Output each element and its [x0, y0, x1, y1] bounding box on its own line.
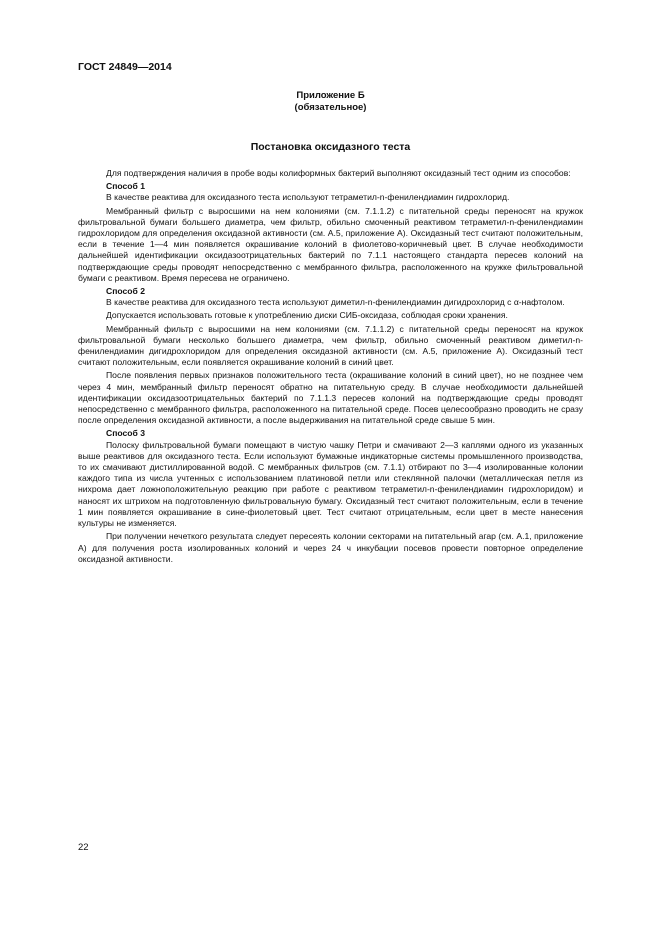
- intro-paragraph: Для подтверждения наличия в пробе воды колиформных бактерий выполняют оксидазный тест одним из способов:: [106, 168, 571, 178]
- document-title: Постановка оксидазного теста: [250, 141, 411, 153]
- method2-paragraph-3: Мембранный фильтр с выросшими на нем колониями (см. 7.1.1.2) с питательной среды переносят на кружок фильтровальной бумаги несколько большего диаметра, чем фильтр, обильно смоченный реактивом диметил-n-фенилендиамин дигидрохлоридом для определения оксидазной активности (см. А.5, приложение А). Оксидазный тест считают положительным, если появляется окрашивание колоний в синий цвет.: [78, 323, 583, 368]
- appendix-status: (обязательное): [294, 102, 367, 113]
- method3-paragraph-1: Полоску фильтровальной бумаги помещают в чистую чашку Петри и смачивают 2—3 каплями одного из указанных выше реактивов для оксидазного теста. Если используют бумажные индикаторные системы промышленного производства, то их смачивают дистиллированной водой. С мембранных фильтров (см. 7.1.1) отбирают по 3—4 изолированные колонии каждого типа из числа учтенных с использованием платиновой петли или стеклянной палочки (металлическая петля из нихрома дает ложноположительную реакцию при работе с реактивом тетраметил-n-фенилендиамин гидрохлоридом) и наносят их штрихом на подготовленную фильтровальную бумагу. Оксидазный тест считают положительным, если в течение 1 мин появляется окрашивание в сине-фиолетовый цвет. Тест считают отрицательным, если цвет в месте нанесения культуры не изменяется.: [78, 439, 583, 529]
- method3-heading: Способ 3: [106, 428, 146, 439]
- method2-paragraph-2: Допускается использовать готовые к употреблению диски СИБ-оксидаза, соблюдая сроки хранения.: [106, 310, 508, 321]
- appendix-heading: [78, 90, 583, 114]
- method2-paragraph-4: После появления первых признаков положительного теста (окрашивание колоний в синий цвет), но не позднее чем через 4 мин, мембранный фильтр переносят обратно на питательную среду. В случае необходимости дальнейшей идентификации оксидазоотрицательных бактерий по 7.1.1.3 пересев колоний на подтверждающие среды проводят непосредственно с мембранного фильтра, расположенного на питательной среде. Посев целесообразно проводить не сразу после определения оксидазной активности, а после выдерживания на питательной среде свыше 5 мин.: [78, 370, 583, 426]
- document-body: [78, 168, 583, 567]
- method1-paragraph-2: Мембранный фильтр с выросшими на нем колониями (см. 7.1.1.2) с питательной среды переносят на кружок фильтровальной бумаги большего диаметра, чем фильтр, обильно смоченный реактивом тетраметил-n-фенилендиамин гидрохлоридом для определения оксидазной активности (см. А.5, приложение А). Оксидазный тест считают положительным, если в течение 1—4 мин появляется окрашивание колоний в фиолетово-коричневый цвет. В случае необходимости дальнейшей идентификации оксидазоотрицательных бактерий по 7.1.1 настоящего стандарта пересев колоний на подтверждающие среды проводят непосредственно с мембранного фильтра, расположенного на кружке фильтровальной бумаги с реактивом. Время пересева не ограничено.: [78, 205, 583, 283]
- method2-paragraph-1: В качестве реактива для оксидазного теста используют диметил-n-фенилендиамин дигидрохлорид с α-нафтолом.: [106, 297, 565, 308]
- appendix-title: Приложение Б: [296, 90, 365, 101]
- method1-heading: Способ 1: [106, 181, 146, 192]
- standard-header: ГОСТ 24849—2014: [78, 61, 172, 73]
- method3-paragraph-2: При получении нечеткого результата следует пересеять колонии секторами на питательный агар (см. А.1, приложение А) для получения роста изолированных колоний и через 24 ч инкубации посевов провести повторное определение оксидазной активности.: [78, 531, 583, 564]
- method1-paragraph-1: В качестве реактива для оксидазного теста используют тетраметил-n-фенилендиамин гидрохлорид.: [106, 192, 510, 203]
- method2-heading: Способ 2: [106, 286, 146, 297]
- page-number: 22: [78, 842, 89, 853]
